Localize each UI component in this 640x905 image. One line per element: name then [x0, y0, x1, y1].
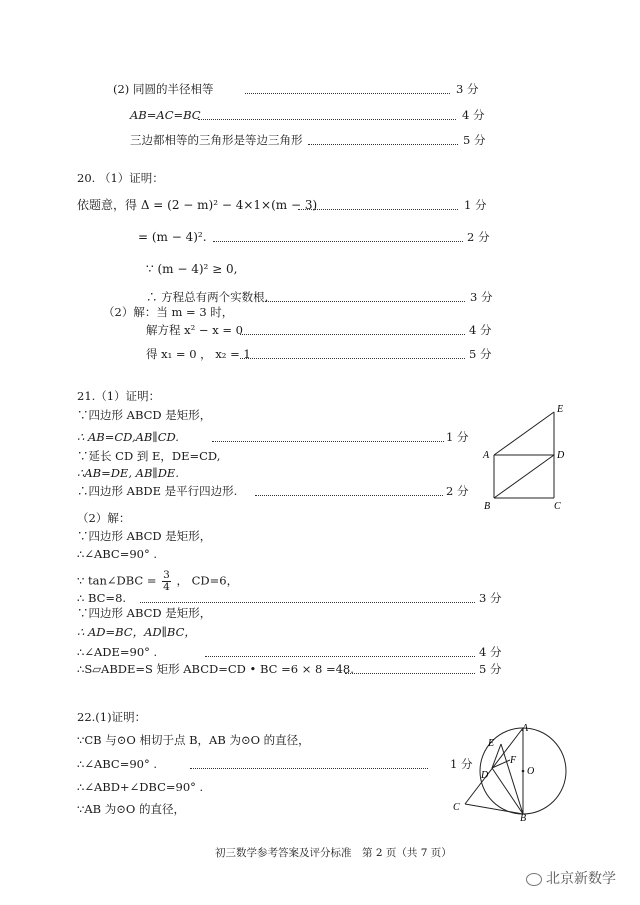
- circle-figure: [450, 722, 575, 822]
- score-label: 5 分: [463, 133, 486, 147]
- cd-text: ， CD=6，: [176, 573, 239, 588]
- score-label: 4 分: [462, 108, 485, 122]
- dot-leader: [190, 768, 428, 769]
- center-dot: [522, 770, 525, 773]
- q21-line-3: ∵延长 CD 到 E，DE=CD,: [77, 449, 221, 463]
- q21-line-2: ∴ AB=CD,AB∥CD.: [77, 430, 179, 444]
- q20-line-3: ∵ (m − 4)² ≥ 0,: [146, 262, 238, 276]
- watermark-text: 北京新数学: [546, 871, 616, 887]
- score-label: 5 分: [479, 662, 502, 676]
- dot-leader: [308, 144, 458, 145]
- dot-leader: [245, 93, 450, 94]
- q22-line-4: ∵AB 为⊙O 的直径，: [77, 802, 185, 816]
- dot-leader: [240, 334, 465, 335]
- dot-leader: [298, 209, 458, 210]
- fraction-denominator: 4: [163, 581, 170, 593]
- point-label-e: E: [557, 404, 564, 415]
- q21-line-11: ∴ AD=BC，AD∥BC，: [77, 625, 196, 639]
- q20-heading: 20. （1）证明：: [77, 171, 164, 185]
- page-footer: 初三数学参考答案及评分标准 第 2 页（共 7 页）: [215, 847, 452, 859]
- dot-leader: [255, 495, 443, 496]
- tangent-cb: [465, 804, 523, 814]
- q22-line-3: ∴∠ABD+∠DBC=90° .: [77, 780, 204, 794]
- score-label: 5 分: [469, 347, 492, 361]
- fraction-numerator: 3: [163, 569, 170, 581]
- q21-line-13: ∴S▱ABDE=S 矩形 ABCD=CD • BC =6 × 8 =48.: [77, 662, 354, 676]
- rectangle-figure: [480, 400, 580, 520]
- score-label: 4 分: [479, 645, 502, 659]
- point-label-c: C: [554, 501, 561, 512]
- tan-text: ∵ tan∠DBC =: [77, 573, 157, 588]
- q21-line-6: ∵四边形 ABCD 是矩形，: [77, 529, 212, 543]
- dot-leader: [212, 441, 444, 442]
- dot-leader: [265, 301, 465, 302]
- q20-line-1: 依题意，得 Δ = (2 − m)² − 4×1×(m − 3): [77, 198, 318, 212]
- point-label-o: O: [527, 766, 535, 777]
- score-label: 1 分: [446, 430, 469, 444]
- wechat-icon: [526, 873, 542, 886]
- dot-leader: [240, 358, 465, 359]
- watermark: [526, 868, 616, 888]
- q21-line-9: ∴ BC=8.: [77, 591, 127, 605]
- segment-ae: [494, 412, 554, 455]
- point-label-a: A: [522, 723, 529, 734]
- q19-line-3: 三边都相等的三角形是等边三角形: [130, 133, 303, 147]
- dot-leader: [140, 602, 475, 603]
- q20-line-6: 解方程 x² − x = 0: [146, 323, 243, 337]
- point-label-d: D: [481, 770, 489, 781]
- q20-line-4: ∴ 方程总有两个实数根.: [146, 290, 269, 304]
- score-label: 1 分: [450, 757, 473, 771]
- q21-line-4: ∴AB=DE, AB∥DE.: [77, 466, 179, 480]
- score-label: 2 分: [467, 230, 490, 244]
- q22-heading: 22.(1)证明：: [77, 710, 147, 724]
- dot-leader: [205, 656, 475, 657]
- q21-line-10: ∵四边形 ABCD 是矩形，: [77, 606, 212, 620]
- q21-heading: 21.（1）证明：: [77, 389, 161, 403]
- point-label-f: F: [510, 755, 517, 766]
- point-label-e: E: [488, 738, 495, 749]
- dot-leader: [345, 673, 475, 674]
- score-label: 3 分: [470, 290, 493, 304]
- q21-line-8: [77, 570, 238, 593]
- point-label-b: B: [520, 813, 527, 822]
- q22-line-1: ∵CB 与⊙O 相切于点 B，AB 为⊙O 的直径，: [77, 733, 310, 747]
- q20-line-5: （2）解：当 m = 3 时，: [103, 305, 234, 319]
- score-label: 3 分: [456, 82, 479, 96]
- point-label-c: C: [453, 802, 460, 813]
- score-label: 1 分: [464, 198, 487, 212]
- q21-line-7: ∴∠ABC=90° .: [77, 547, 158, 561]
- q21-line-1: ∵四边形 ABCD 是矩形，: [77, 408, 212, 422]
- q19-line-2: AB=AC=BC: [130, 108, 201, 122]
- point-label-a: A: [483, 450, 490, 461]
- q21-line-5: ∴四边形 ABDE 是平行四边形.: [77, 484, 238, 498]
- dot-leader: [198, 119, 456, 120]
- q21-line-12: ∴∠ADE=90° .: [77, 645, 158, 659]
- fraction: [162, 570, 171, 593]
- segment-bd: [494, 455, 554, 498]
- point-label-b: B: [484, 501, 491, 512]
- score-label: 4 分: [469, 323, 492, 337]
- q19-line-1: (2) 同圆的半径相等: [113, 82, 214, 96]
- q20-line-7: 得 x₁ = 0 ， x₂ = 1: [146, 347, 251, 361]
- q22-line-2: ∴∠ABC=90° .: [77, 757, 158, 771]
- score-label: 2 分: [446, 484, 469, 498]
- segment-bd: [492, 768, 523, 814]
- point-label-d: D: [557, 450, 565, 461]
- q21-part2-heading: （2）解：: [77, 511, 131, 525]
- dot-leader: [213, 241, 463, 242]
- q20-line-2: = (m − 4)².: [138, 230, 207, 244]
- score-label: 3 分: [479, 591, 502, 605]
